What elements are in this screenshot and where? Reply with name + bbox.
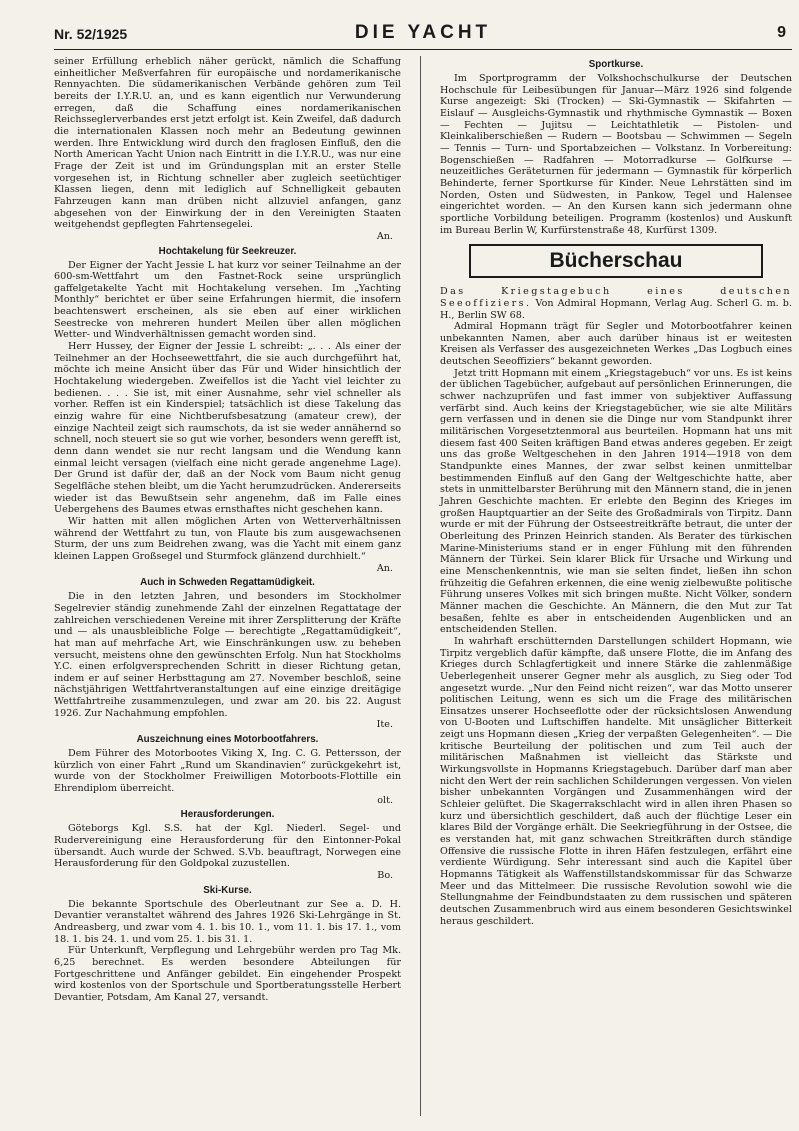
left-column (54, 56, 401, 1004)
magazine-title: DIE YACHT (354, 22, 492, 43)
article-paragraph: Im Sportprogramm der Volkshochschulkurse der Deutschen Hochschule für Leibesübungen für Januar—März 1926 sind folgende Kurse angezeigt: Ski (Trocken) — Ski-Gymnastik — Skifahrten — Eislauf — Ausgleichs-Gymnastik und rhythmische Gymnastik — Boxen — Fechten — Jujitsu — Leichtathletik — Pistolen- und Kleinkaliberschießen — Rudern — Bootsbau — Schwimmen — Segeln — Tennis — Turn- und Sportabzeichen — Volkstanz. In Vorbereitung: Bogenschießen — Radfahren — Motorradkurse — Golfkurse — neuzeitliches Geräteturnen für jedermann — Gymnastik für körperlich Behinderte, ferner Sportkurse für Kinder. Neue Lehrstätten sind im Norden, Osten und Südwesten, in Pankow, Tegel und Halensee eingerichtet worden. — An den Kursen kann sich jedermann ohne sportliche Vorbildung beteiligen. Programm (kostenlos) und Auskunft im Bureau Berlin W, Kurfürstenstraße 48, Kurfürst 1309. (440, 73, 792, 236)
header-rule (54, 49, 792, 50)
article-heading: Hochtakelung für Seekreuzer. (158, 245, 297, 257)
right-column (440, 56, 792, 927)
issue-number: Nr. 52/1925 (54, 26, 128, 42)
page-header (54, 20, 792, 46)
column-divider (420, 56, 421, 1116)
article-heading: Auszeichnung eines Motorbootfahrers. (136, 734, 319, 746)
article-paragraph: Dem Führer des Motorbootes Viking X, Ing. C. G. Pettersson, der kürzlich von einer Fahrt „Rund um Skandinavien“ zurückgekehrt ist, wurde von der Stockholmer Freiwilligen Motorboots-Flottille ein Ehrendiplom überreicht. (54, 748, 401, 795)
section-title: Bücherschau (549, 249, 683, 273)
article-paragraph: In wahrhaft erschütternden Darstellungen schildert Hopmann, wie Tirpitz vergeblich dafür kämpfte, daß unsere Flotte, die im Anfang des Krieges durch Schlagfertigkeit und innere Stärke die zahlenmäßige Ueberlegenheit unserer Gegner mehr als ausglich, zu Sieg oder Tod angesetzt wurde. „Nur den Feind nicht reizen“, war das Motto unserer politischen Leitung, wenn es sich um die Frage des militärischen Einsatzes unserer Hochseeflotte oder der rücksichtslosen Anwendung von U-Booten und Luftschiffen handelte. Mit unsäglicher Bitterkeit zeigt uns Hopmann diesen „Krieg der verpaßten Gelegenheiten“. — Die kritische Beurteilung der politischen und zum Teil auch der militärischen Maßnahmen ist vielleicht das Stärkste und Wirkungsvollste in Hopmanns Kriegstagebuch. Darüber darf man aber nicht den Wert der rein sachlichen Schilderungen vergessen. Von vielen bisher unbekannten Vorgängen und Zusammenhängen wird der Schleier gelüftet. Die Skagerrakschlacht wird in allen ihren Phasen so kurz und übersichtlich geschildert, daß auch der flüchtige Leser ein klares Bild der Vorgänge erhält. Die Seekriegführung in der Ostsee, die es verstanden hat, mit ganz schwachen Streitkräften durch ständige Offensive die russische Flotte in ihren Häfen festzulegen, erfährt eine verdiente Würdigung. Sehr interessant sind auch die Kapitel über Hopmanns Tätigkeit als Waffenstillstandskommissar für das Schwarze Meer und das Mittelmeer. Die russische Revolution sowohl wie die Stellungnahme der Feindbundstaaten zu dem russischen und späteren deutschen Zusammenbruch wird aus einem besonderen Gesichtswinkel heraus geschildert. (440, 635, 792, 927)
article-paragraph: Die bekannte Sportschule des Oberleutnant zur See a. D. H. Devantier veranstaltet während des Jahres 1926 Ski-Lehrgänge in St. Andreasberg, und zwar vom 4. 1. bis 10. 1., vom 11. 1. bis 17. 1., vom 18. 1. bis 24. 1. und vom 25. 1. bis 31. 1. (54, 898, 401, 945)
article-heading: Sportkurse. (588, 59, 644, 70)
article-paragraph: seiner Erfüllung erheblich näher gerückt, nämlich die Schaffung einheitlicher Meßverfahren für europäische und nordamerikanische Rennyachten. Die südamerikanischen Verbände gehören zum Teil bereits der I.Y.R.U. an, und es kann eigentlich nur Verwunderung erregen, daß die Schaffung eines nordamerikanischen Reichsseglerverbandes erst jetzt erfolgt ist. Kein Zweifel, daß dadurch die internationalen Klassen noch mehr an Bedeutung gewinnen werden. Ihre Entwicklung wird durch den fraglosen Einfluß, den die North American Yacht Union nach Eintritt in die I.Y.R.U., was nur eine Frage der Zeit ist und im Gründungsplan mit an erster Stelle vorgesehen ist, in Richtung schneller aber zugleich seetüchtiger Klassen liegen, denn mit lediglich auf Schnelligkeit gebauten Fahrzeugen kann man drüben nicht allzuviel anfangen, ganz abgesehen von der Einwirkung der in den Vereinigten Staaten weitgehendst gepflegten Fahrtensegelei. (54, 56, 401, 231)
article-paragraph: Admiral Hopmann trägt für Segler und Motorbootfahrer keinen unbekannten Namen, aber auch darüber hinaus ist er weitesten Kreisen als Verfasser des ausgezeichneten Werkes „Das Logbuch eines deutschen Seeoffiziers“ bekannt geworden. (440, 321, 792, 368)
book-citation (440, 286, 792, 321)
article-paragraph: Jetzt tritt Hopmann mit einem „Kriegstagebuch“ vor uns. Es ist keins der üblichen Tagebücher, aufgebaut auf persönlichen Erinnerungen, die schwer nachzuprüfen und fast immer von subjektiver Auffassung verfärbt sind. Auch keins der Kriegstagebücher, wie sie alte Militärs gern verfassen und in denen sie die Dinge nur vom Standpunkt ihrer militärischen Vorgesetztenmoral aus beurteilen. Hopmann hat uns mit diesem fast 400 Seiten kräftigen Band etwas anderes gegeben. Er zeigt uns das große Weltgeschehen in den Jahren 1914—1918 von dem Standpunkte eines Mannes, der zwar selbst keinen unmittelbar bestimmenden Einfluß auf den Gang der Weltgeschichte hatte, aber stets in unmittelbarster Berührung mit den Männern stand, die in jenen Jahren Geschichte machten. Er erlebte den Beginn des Krieges im großen Hauptquartier an der Seite des Großadmirals von Tirpitz. Dann wurde er mit der Führung der Ostseestreitkräfte betraut, die unter der Oberleitung des Prinzen Heinrich standen. Als Berater des türkischen Marine-Ministeriums stand er in enger Fühlung mit den führenden Männern der Türkei. Sein klarer Blick für Ursache und Wirkung und eine Menschenkenntnis, wie man sie selten findet, ließen ihn schon frühzeitig die Gefahren erkennen, die eine wenig zielbewußte politische Führung unseres Volkes mit sich bringen mußte. Nicht Völker, sondern Männer machen die Geschichte. An Männern, die den Mut zur Tat besaßen, fehlte es aber in entscheidenden Augenblicken und an entscheidenden Stellen. (440, 367, 792, 636)
author-signature: Ite. (376, 719, 393, 731)
article-paragraph: Wir hatten mit allen möglichen Arten von Wetterverhältnissen während der Wettfahrt zu tun, von Flaute bis zum ausgewachsenen Sturm, der uns zum Beidrehen zwang, was die Yacht mit einem ganz kleinen Lappen Großsegel und Sturmfock glänzend durchhielt.“ (54, 515, 401, 562)
book-title: Das Kriegstagebuch eines deutschen Seeoffiziers. (440, 286, 792, 309)
section-title-box (469, 244, 763, 278)
book-details: Von Admiral Hopmann, Verlag Aug. Scherl G. m. b. H., Berlin SW 68. (440, 297, 792, 321)
article-heading: Auch in Schweden Regattamüdigkeit. (140, 577, 315, 589)
article-heading: Herausforderungen. (180, 809, 275, 821)
article-paragraph: Für Unterkunft, Verpflegung und Lehrgebühr werden pro Tag Mk. 6,25 berechnet. Es werden besondere Abteilungen für Fortgeschrittene und Anfänger gebildet. Ein eingehender Prospekt wird kostenlos von der Sportschule und Sportberatungsstelle Herbert Devantier, Potsdam, Am Kanal 27, versandt. (54, 945, 401, 1003)
page-number: 9 (777, 24, 786, 41)
author-signature: Bo. (377, 870, 393, 881)
article-paragraph: Der Eigner der Yacht Jessie L hat kurz vor seiner Teilnahme an der 600-sm-Wettfahrt um den Fastnet-Rock seine ursprünglich gaffelgetakelte Yacht mit Hochtakelung versehen. Im „Yachting Monthly“ berichtet er über seine Erfahrungen hiermit, die insofern beachtenswert erscheinen, als sie eben auf einer wirklichen Seestrecke von mehreren hundert Meilen über allen möglichen Wetter- und Windverhältnissen gemacht worden sind. (54, 259, 401, 341)
author-signature: An. (376, 230, 393, 242)
author-signature: olt. (377, 794, 393, 806)
article-paragraph: Herr Hussey, der Eigner der Jessie L schreibt: „. . . Als einer der Teilnehmer an der Hochseewettfahrt, die sie auch durchgeführt hat, möchte ich meine Ansicht über das Für und Wider hinsichtlich der Hochtakelung wiedergeben. Zweifellos ist die Yacht viel leichter zu bedienen. . . . Sie ist, mit einer Ausnahme, sehr viel schneller als vorher. Reffen ist ein Kinderspiel; tatsächlich ist diese Takelung das einzig wahre für eine Nichtberufsbesatzung (amateur crew), der einzige Nachteil zeigt sich raumschots, da ist sie weder annähernd so schnell, noch steuert sie so gut wie vorher, besonders wenn gerefft ist, denn dann wendet sie nur recht langsam und die Wendung kann einmal leicht versagen (vielfach eine nicht gerade angenehme Lage). Der Grund ist dafür der, daß an der Nock vom Baum nicht genug Segelfläche stehen bleibt, um die Yacht herumzudrücken. Andererseits wieder ist das Bewußtsein sehr angenehm, daß im Falle eines Uebergehens des Baumes etwas ernsthaftes nicht geschehen kann. (54, 341, 401, 516)
article-heading: Ski-Kurse. (203, 884, 252, 896)
article-paragraph: Göteborgs Kgl. S.S. hat der Kgl. Niederl. Segel- und Rudervereinigung eine Herausforderung für den Eintonner-Pokal übersandt. Auch wurde der Schwed. S.Vb. beauftragt, Norwegen eine Herausforderung für den Goldpokal zuzustellen. (54, 823, 401, 870)
article-paragraph: Die in den letzten Jahren, und besonders im Stockholmer Segelrevier ständig zunehmende Zahl der einzelnen Regattatage der zahlreichen verschiedenen Vereine mit ihrer Zersplitterung der Kräfte und — als unausbleibliche Folge — berechtigte „Regattamüdigkeit“, hat man auf mehrfache Art, wie Einschränkungen usw. zu beheben versucht, meistens ohne den gewünschten Erfolg. Nun hat Stockholms Y.C. einen erfolgversprechenden Schritt in dieser Richtung getan, indem er auf seiner Herbsttagung am 27. November beschloß, seine nächstjährigen Wettfahrtveranstaltungen auf eine einzige dreitägige Wettfahrtreihe zusammenzulegen, und zwar am 20. bis 22. August 1926. Zur Nachahmung empfohlen. (54, 591, 401, 719)
author-signature: An. (376, 562, 393, 574)
